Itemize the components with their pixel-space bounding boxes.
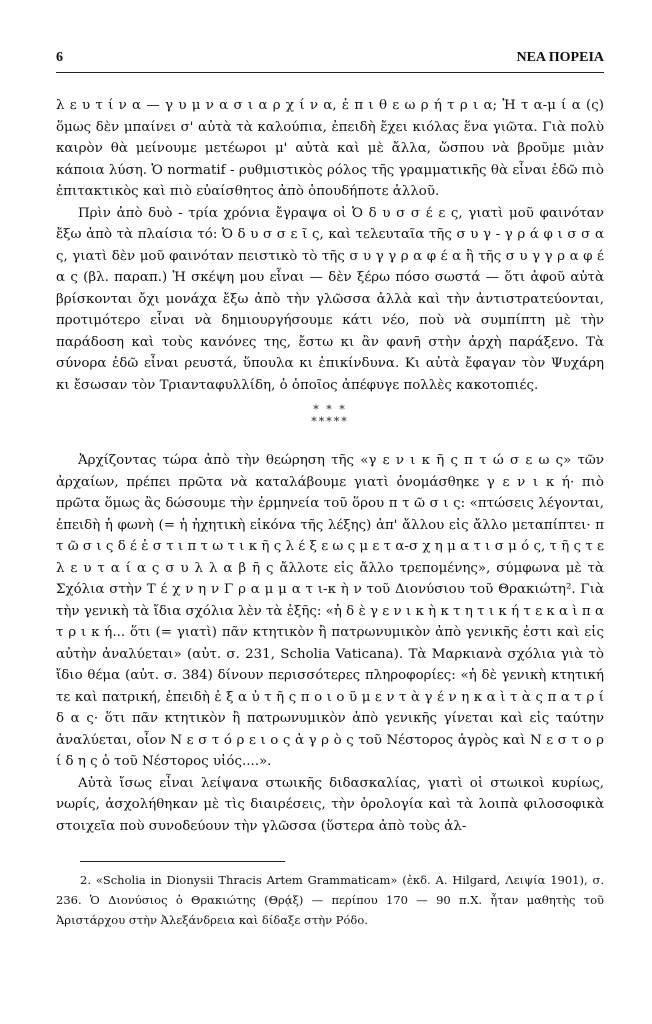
paragraph: Ἀρχίζοντας τώρα ἀπὸ τὴν θεώρηση τῆς «γ ε ν ι κ ῆ ς π τ ώ σ ε ω ς» τῶν ἀρχαίων, πρέπει πρῶτα νὰ καταλάβουμε γιατὶ ὀνομάσθηκε γ ε ν ι κ ή· πιὸ πρῶτα ὅμως ἂς δώσουμε τὴν ἑρμηνεία τοῦ ὅρου π τ ῶ σ ι ς: «πτώσεις λέγονται, ἐπειδὴ ἡ φωνὴ (= ἡ ἠχητικὴ εἰκόνα τῆς λέξης) ἀπ' ἄλλου εἰς ἄλλο μεταπίπτει· π τ ῶ σ ι ς δ έ ἐ σ τ ι π τ ω τ ι κ ῆ ς λ έ ξ ε ω ς μ ε τ α-σ χ η μ α τ ι σ μ ό ς, τ ῆ ς τ ε λ ε υ τ α ί α ς σ υ λ λ α β ῆ ς ἄλλοτε εἰς ἄλλο τρεπομένης», σύμφωνα μὲ τὰ Σχόλια στὴν Τ έ χ ν η ν Γ ρ α μ μ α τ ι-κ ὴ ν τοῦ Διονύσιου τοῦ Θρακιώτη². Γιὰ τὴν γενικὴ τὰ ἴδια σχόλια λὲν τὰ ἑξῆς: «ἡ δ ὲ γ ε ν ι κ ὴ κ τ η τ ι κ ή τ ε κ α ὶ π α τ ρ ι κ ή... ὅτι (= γιατὶ) πᾶν κτητικὸν ἢ πατρωνυμικὸν ἀπὸ γενικῆς ἐστι καὶ εἰς αὐτὴν ἀναλύεται» (αὐτ. σ. 231, Scholia Vaticana). Τὰ Μαρκιανὰ σχόλια γιὰ τὸ ἴδιο θέμα (αὐτ. σ. 384) δίνουν περισσότερες πληροφορίες: «ἡ δὲ γενικὴ κτητική τε καὶ πατρική, ἐπειδὴ ἐ ξ α ὐ τ ῆ ς π ο ι ο ῦ μ ε ν τ ὰ γ έ ν η κ α ὶ τ ὰ ς π α τ ρ ί δ α ς· ὅτι πᾶν κτητικὸν ἢ πατρωνυμικὸν ἀπὸ γενικῆς γίνεται καὶ εἰς ταύτην ἀναλύεται, οἷον Ν ε σ τ ό ρ ε ι ο ς ἀ γ ρ ὸ ς τοῦ Νέστορος ἀγρὸς καὶ Ν ε σ τ ο ρ ί δ η ς ὁ τοῦ Νέστορος υἱός....». bbox=[56, 453, 604, 769]
journal-title: ΝΕΑ ΠΟΡΕΙΑ bbox=[516, 50, 604, 65]
page-number: 6 bbox=[56, 50, 63, 65]
paragraph-continued: λ ε υ τ ί ν α — γ υ μ ν α σ ι α ρ χ ί ν α, ἐ π ι θ ε ω ρ ή τ ρ ι α; Ἡ τ α-μ ί α (ς) ὅμως δὲν μπαίνει σ' αὐτὰ τὰ καλούπια, ἐπειδὴ ἔχει κιόλας ἕνα γιῶτα. Γιὰ πολὺ καιρὸν θὰ μείνουμε μετέωροι μ' αὐτὰ καὶ μὲ ἄλλα, ὥσπου νὰ βροῦμε μιὰν κάποια λύση. Ὁ normatif - ρυθμιστικὸς ρόλος τῆς γραμματικῆς θὰ εἶναι ἐδῶ πιὸ ἐπιτακτικὸς καὶ πιὸ εὐαίσθητος ἀπὸ ὁπουδήποτε ἀλλοῦ. bbox=[56, 98, 604, 199]
ornament-stars-bottom: ***** bbox=[311, 415, 349, 428]
section-ornament bbox=[56, 404, 604, 428]
running-header bbox=[56, 50, 604, 73]
main-text bbox=[56, 95, 604, 837]
page bbox=[56, 50, 604, 930]
footnote-divider bbox=[80, 861, 285, 862]
paragraph: Πρὶν ἀπὸ δυὸ - τρία χρόνια ἔγραψα οἱ Ὀ δ υ σ σ έ ε ς, γιατὶ μοῦ φαινόταν ἔξω ἀπὸ τὰ πλαίσια τό: Ὀ δ υ σ σ ε ῖ ς, καὶ τελευταῖα τῆς σ υ γ - γ ρ ά φ ι σ σ α ς, γιατὶ δὲν μοῦ φαινόταν πειστικὸ τὸ τῆς σ υ γ γ ρ α φ έ α ἢ τῆς σ υ γ γ ρ α φ έ α ς (βλ. παραπ.) Ἡ σκέψη μου εἶναι — δὲν ξέρω πόσο σωστά — ὅτι ἀφοῦ αὐτὰ βρίσκονται ὄχι μονάχα ἔξω ἀπὸ τὴν γλῶσσα ἀλλὰ καὶ τὴν ἀντιστρατεύονται, προτιμότερο εἶναι νὰ δημιουργήσουμε κάτι νέο, ποὺ νὰ συμπίπτη μὲ τὴν παράδοση καὶ τοὺς κανόνες της, ἔστω κι ἂν φανῆ στὴν ἀρχὴ παράξενο. Τὰ σύνορα ἐδῶ εἶναι ρευστά, ὕπουλα κι ἐπικίνδυνα. Κι αὐτὰ ἔφαγαν τὸν Ψυχάρη κι ἔσωσαν τὸν Τριανταφυλλίδη, ὁ ὁποῖος ἀπέφυγε πολλὲς κακοτοπιές. bbox=[56, 205, 604, 393]
ornament-stars-top: * * * bbox=[313, 403, 347, 416]
paragraph: Αὐτὰ ἴσως εἶναι λείψανα στωικῆς διδασκαλίας, γιατὶ οἱ στωικοὶ κυρίως, νωρίς, ἀσχολήθηκαν μὲ τὶς διαιρέσεις, τὴν ὁρολογία καὶ τὰ λοιπὰ φιλοσοφικὰ στοιχεῖα ποὺ συνοδεύουν τὴν γλῶσσα (ὕστερα ἀπὸ τοὺς ἀλ- bbox=[56, 775, 604, 834]
footnote: 2. «Scholia in Dionysii Thracis Artem Grammaticam» (ἐκδ. A. Hilgard, Λειψία 1901), σ. 236. Ὁ Διονύσιος ὁ Θρακιώτης (Θρᾴξ) — περίπου 170 — 90 π.Χ. ἦταν μαθητὴς τοῦ Ἀριστάρχου στὴν Ἀλεξάνδρεια καὶ δίδαξε στὴν Ρόδο. bbox=[56, 873, 604, 927]
